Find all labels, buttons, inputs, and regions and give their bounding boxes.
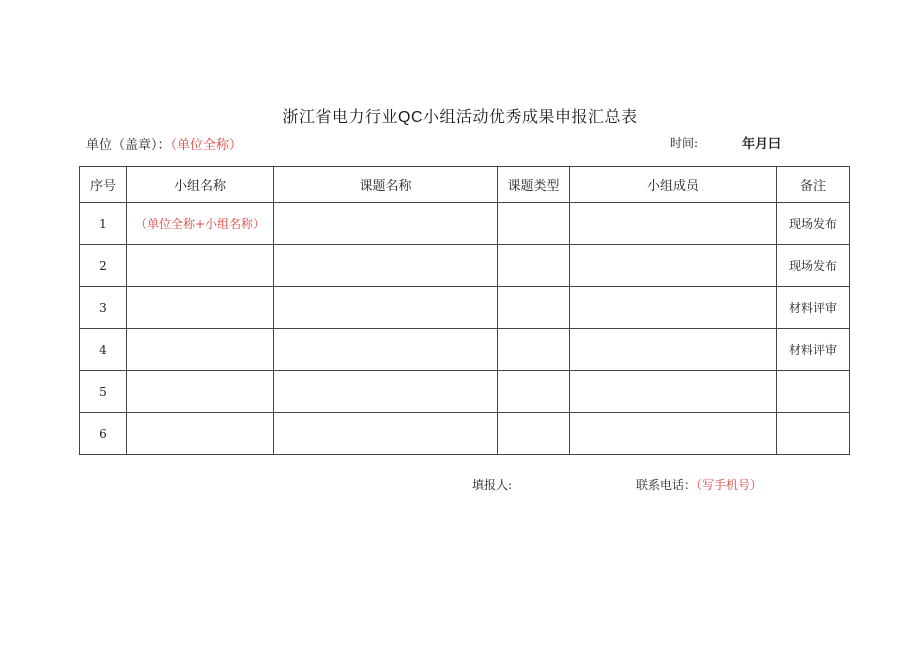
header-remark: 备注 <box>777 167 850 203</box>
cell-no: 6 <box>80 413 127 455</box>
title-prefix: 浙江省电力行业 <box>282 107 398 126</box>
date-value: 年月曰 <box>742 137 782 152</box>
unit-line <box>86 134 242 153</box>
cell-topic-name <box>274 245 498 287</box>
cell-topic-type <box>498 203 570 245</box>
title-qc: QC <box>398 109 423 126</box>
cell-members <box>570 245 777 287</box>
phone-label: 联系电话： <box>636 478 697 492</box>
table-row <box>80 371 850 413</box>
summary-table <box>79 166 850 455</box>
cell-topic-type <box>498 413 570 455</box>
cell-group-name <box>127 413 274 455</box>
cell-topic-type <box>498 329 570 371</box>
cell-no: 4 <box>80 329 127 371</box>
cell-topic-type <box>498 287 570 329</box>
phone-value: （写手机号） <box>696 478 763 492</box>
page-title <box>0 104 920 127</box>
table-row <box>80 329 850 371</box>
cell-topic-type <box>498 371 570 413</box>
header-group-name: 小组名称 <box>127 167 274 203</box>
cell-topic-name <box>274 287 498 329</box>
cell-remark: 现场发布 <box>777 245 850 287</box>
cell-topic-name <box>274 203 498 245</box>
cell-group-name <box>127 329 274 371</box>
cell-topic-type <box>498 245 570 287</box>
cell-members <box>570 287 777 329</box>
cell-topic-name <box>274 371 498 413</box>
cell-no: 3 <box>80 287 127 329</box>
cell-remark <box>777 413 850 455</box>
cell-group-name: （单位全称+小组名称） <box>127 203 274 245</box>
cell-group-name <box>127 287 274 329</box>
cell-members <box>570 413 777 455</box>
header-topic-name: 课题名称 <box>274 167 498 203</box>
time-label: 时间: <box>670 136 699 150</box>
cell-remark: 材料评审 <box>777 287 850 329</box>
header-members: 小组成员 <box>570 167 777 203</box>
table-row <box>80 203 850 245</box>
cell-remark: 现场发布 <box>777 203 850 245</box>
cell-no: 2 <box>80 245 127 287</box>
cell-group-name <box>127 245 274 287</box>
cell-members <box>570 329 777 371</box>
table-row <box>80 245 850 287</box>
cell-group-name <box>127 371 274 413</box>
cell-no: 5 <box>80 371 127 413</box>
cell-members <box>570 371 777 413</box>
cell-topic-name <box>274 329 498 371</box>
header-no: 序号 <box>80 167 127 203</box>
title-suffix: 小组活动优秀成果申报汇总表 <box>423 107 638 126</box>
table-row <box>80 287 850 329</box>
filler-label: 填报人: <box>472 478 513 492</box>
table-header-row <box>80 167 850 203</box>
cell-remark <box>777 371 850 413</box>
unit-label: 单位（盖章）： <box>86 138 171 153</box>
unit-value: （单位全称） <box>170 138 243 153</box>
cell-remark: 材料评审 <box>777 329 850 371</box>
cell-members <box>570 203 777 245</box>
cell-topic-name <box>274 413 498 455</box>
cell-no: 1 <box>80 203 127 245</box>
header-topic-type: 课题类型 <box>498 167 570 203</box>
table-row <box>80 413 850 455</box>
phone-line <box>636 476 762 493</box>
